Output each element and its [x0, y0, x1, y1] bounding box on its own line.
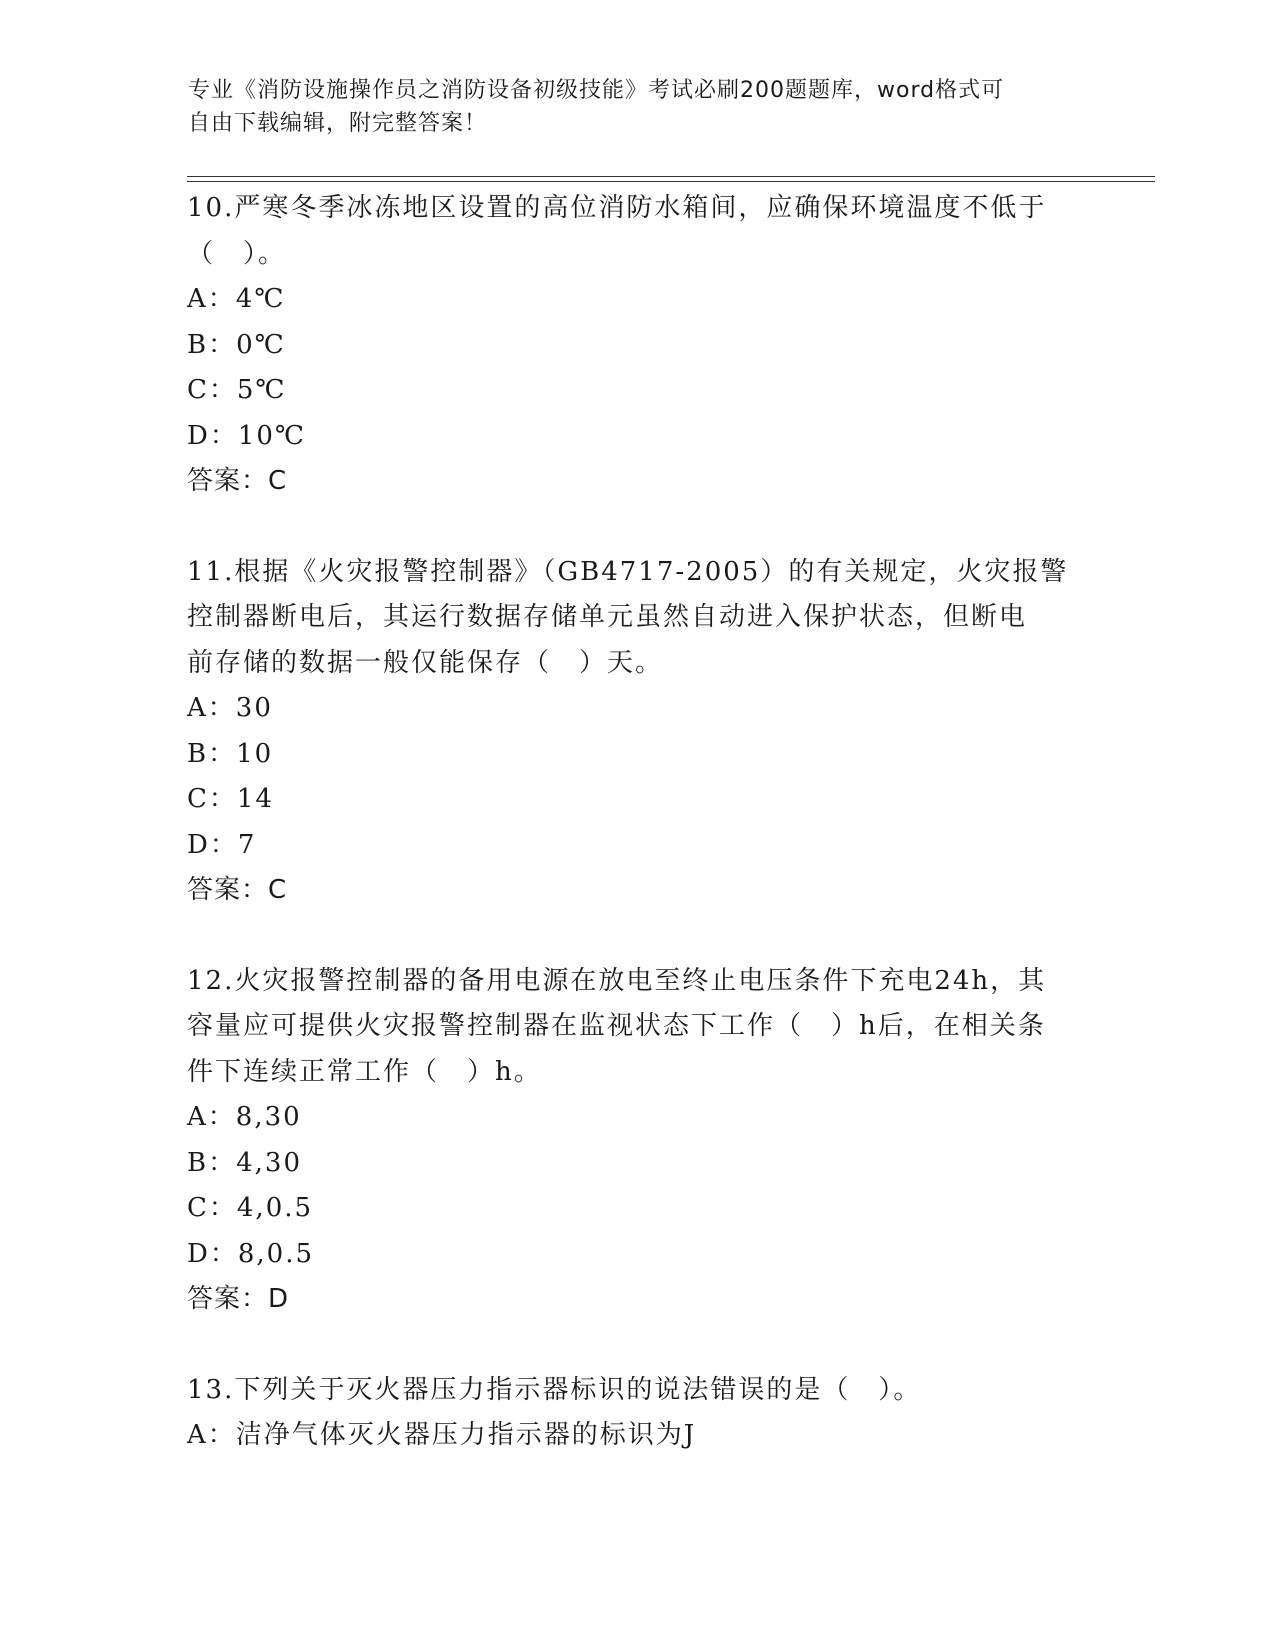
option-d: D：8,0.5: [187, 1238, 315, 1269]
question-stem-line: 前存储的数据一般仅能保存（ ）天。: [187, 647, 664, 678]
header-line: 自由下载编辑，附完整答案！: [188, 111, 488, 136]
answer-line: 答案：C: [187, 875, 288, 905]
option-a: A：洁净气体灭火器压力指示器的标识为J: [187, 1420, 697, 1450]
answer-line: 答案：D: [187, 1284, 290, 1314]
option-c: C：4,0.5: [187, 1193, 314, 1223]
header-line: 专业《消防设施操作员之消防设备初级技能》考试必刷200题题库，word格式可: [188, 78, 1005, 103]
question-stem-line: 11.根据《火灾报警控制器》（GB4717-2005）的有关规定，火灾报警: [187, 556, 1069, 587]
question-list: [187, 186, 1087, 1459]
option-a: A：4℃: [187, 284, 286, 314]
question-stem-line: 12.火灾报警控制器的备用电源在放电至终止电压条件下充电24h，其: [187, 965, 1047, 996]
question-stem-line: 容量应可提供火灾报警控制器在监视状态下工作（ ）h后，在相关条: [187, 1011, 1046, 1041]
option-b: B：0℃: [187, 329, 286, 360]
option-b: B：10: [187, 738, 274, 769]
option-a: A：30: [187, 693, 273, 723]
option-d: D：7: [187, 829, 257, 860]
option-c: C：5℃: [187, 375, 287, 405]
option-b: B：4,30: [187, 1147, 302, 1178]
document-header: [188, 74, 1068, 140]
option-d: D：10℃: [187, 420, 307, 451]
header-divider: [187, 176, 1155, 177]
question-stem-line: 13.下列关于灭火器压力指示器标识的说法错误的是（ ）。: [187, 1374, 922, 1405]
question-11: [187, 550, 1087, 914]
question-stem-line: 10.严寒冬季冰冻地区设置的高位消防水箱间，应确保环境温度不低于: [187, 193, 1047, 223]
question-12: [187, 959, 1087, 1323]
answer-line: 答案：C: [187, 466, 288, 496]
question-stem-line: 控制器断电后，其运行数据存储单元虽然自动进入保护状态，但断电: [187, 602, 1028, 632]
question-stem-line: （ ）。: [187, 238, 287, 269]
option-c: C：14: [187, 784, 274, 814]
question-13: [187, 1368, 1087, 1459]
header-divider: [187, 181, 1155, 182]
option-a: A：8,30: [187, 1102, 302, 1132]
question-10: [187, 186, 1087, 505]
question-stem-line: 件下连续正常工作（ ）h。: [187, 1056, 542, 1087]
